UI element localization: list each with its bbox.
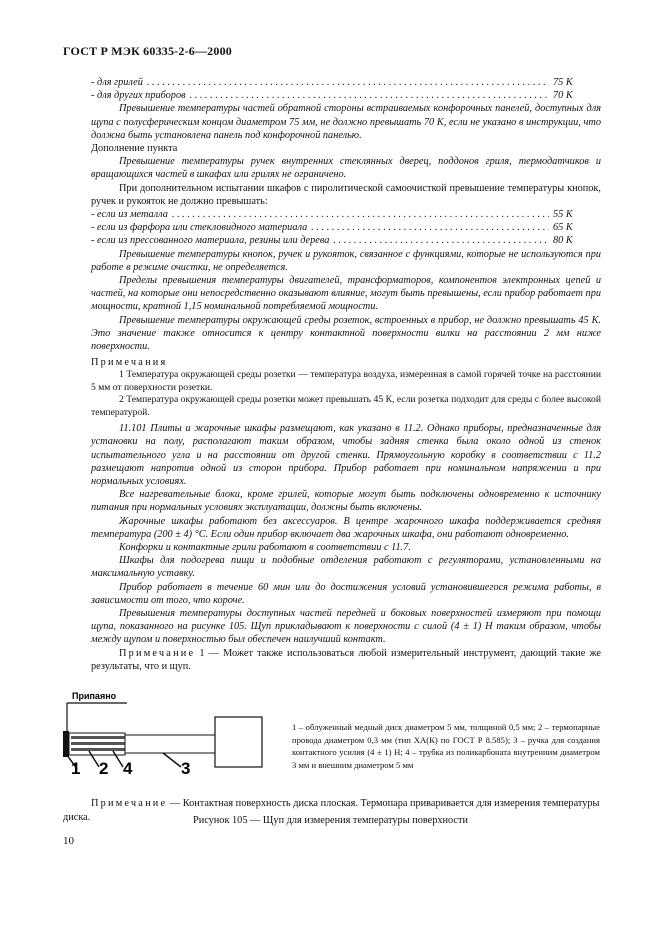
- list-item: [91, 76, 601, 89]
- probe-tube: [125, 735, 215, 753]
- figure-num-2: 2: [99, 759, 109, 777]
- paragraph-pyrolytic: При дополнительном испытании шкафов с пиролитической самоочисткой превышение температуры кнопок, ручек и рукояток не должно превышать:: [91, 182, 601, 207]
- note-2: 2 Температура окружающей среды розетки может превышать 45 К, если розетка подходит для среды с более высокой температурой.: [91, 394, 601, 418]
- figure-label-soldered: Припаяно: [72, 691, 117, 701]
- page-number: 10: [63, 835, 74, 847]
- addition-title: Дополнение пункта: [91, 143, 178, 155]
- item-label: - для других приборов: [91, 90, 186, 102]
- item-value: 80 К: [553, 235, 573, 247]
- note-1: 1 Температура окружающей среды розетки — температура воздуха, измеренная в самой горячей точке на расстоянии 5 мм от поверхности розетки.: [91, 369, 601, 393]
- item-label: - если из прессованного материала, резины или дерева: [91, 235, 330, 247]
- figure-num-4: 4: [123, 759, 133, 777]
- paragraph-hobs: Конфорки и контактные грили работают в соответствии с 11.7.: [119, 541, 411, 553]
- note-head: Примечание: [119, 647, 196, 659]
- paragraph-11-101: 11.101 Плиты и жарочные шкафы размещают, как указано в 11.2. Однако приборы, предназначенные для установки на полу, располагают таким образом, чтобы задняя стенка была около одной из стенок испытательного угла и на расстоянии от другой стенки. Прямоугольную коробку в соответствии с 11.2 размещают напротив одной из сторон прибора. Прибор работает при номинальном напряжении и при нормальных условиях.: [91, 423, 601, 487]
- thermocouple-wire: [71, 736, 125, 739]
- figure-num-3: 3: [181, 759, 191, 777]
- figure-caption: Рисунок 105 — Щуп для измерения температуры поверхности: [192, 815, 469, 826]
- thermocouple-wire: [71, 748, 125, 751]
- document-header: ГОСТ Р МЭК 60335-2-6—2000: [63, 44, 232, 58]
- list-item: [91, 208, 601, 221]
- list-item: [91, 221, 601, 234]
- note-text: — Контактная поверхность диска плоская. Термопара приваривается для измерения температуры диска.: [63, 798, 600, 823]
- item-value: 55 К: [553, 209, 573, 221]
- item-label: - если из фарфора или стекловидного материала: [91, 222, 308, 234]
- item-label: - если из металла: [91, 209, 168, 221]
- note-probe: [91, 647, 601, 673]
- paragraph-ovens: Жарочные шкафы работают без аксессуаров. В центре жарочного шкафа поддерживается средняя температура (200 ± 4) °С. Если один прибор включает два жарочных шкафа, они работают одновременно.: [91, 515, 601, 540]
- thermocouple-wire: [71, 742, 125, 745]
- figure-num-1: 1: [71, 759, 81, 777]
- list-item: [91, 89, 601, 102]
- paragraph-warming: Шкафы для подогрева пищи и подобные отделения работают с регуляторами, установленными на максимальную уставку.: [91, 555, 601, 580]
- paragraph-motors: Пределы превышения температуры двигателей, трансформаторов, компонентов электронных цепей и частей, на которые они непосредственно оказывают влияние, могут быть превышены, если прибор работает при мощности, кратной 1,15 номинальной потребляемой мощности.: [91, 275, 601, 313]
- paragraph-socket: Превышение температуры окружающей среды розеток, встроенных в прибор, не должно превышать 45 К. Это значение также относится к центру контактной поверхности вилки на расстоянии 2 мм ниже поверхности.: [91, 314, 601, 353]
- probe-handle: [215, 717, 262, 767]
- item-label: - для грилей: [91, 77, 143, 88]
- item-value: 65 К: [553, 222, 573, 234]
- note-text: 1 — Может также использоваться любой измерительный инструмент, дающий такие же результаты, что и щуп.: [91, 647, 601, 672]
- paragraph-knobs: Превышение температуры кнопок, ручек и рукояток, связанное с функциями, которые не используются при работе в режиме очистки, не определяется.: [91, 248, 601, 273]
- notes-title: Примечания: [91, 357, 168, 369]
- copper-disc: [63, 731, 69, 757]
- paragraph-probe: Превышения температуры доступных частей передней и боковых поверхностей измеряют при помощи щупа, показанного на рисунке 105. Щуп прикладывают к поверхности с силой (4 ± 1) Н таким образом, чтобы между щупом и поверхностью был обеспечен наилучший контакт.: [91, 607, 601, 646]
- document-body: [91, 76, 601, 673]
- item-value: 75 К: [553, 77, 573, 88]
- paragraph-60min: Прибор работает в течение 60 мин или до достижения условий установившегося режима работы, в зависимости от того, что короче.: [91, 581, 601, 606]
- figure-legend: 1 – облуженный медный диск диаметром 5 мм, толщиной 0,5 мм; 2 – термопарные провода диаметром 0,3 мм (тип ХА(К) по ГОСТ Р 8.585); 3 – ручка для создания контактного усилия (4 ± 1) Н; 4 – трубка из поликарбоната внутренним диаметром 3 мм и внешним диаметром 5 мм: [292, 722, 600, 770]
- paragraph-back-panels: Превышение температуры частей обратной стороны встраиваемых конфорочных панелей, доступных для щупа с полусферическим концом диаметром 75 мм, не должно превышать 70 К, если не указано в инструкции, что должна быть установлена панель под конфорочной панелью.: [91, 103, 601, 141]
- item-value: 70 К: [553, 90, 573, 102]
- paragraph-heaters: Все нагревательные блоки, кроме грилей, которые могут быть подключены одновременно к источнику питания при нормальных условиях эксплуатации, должны быть включены.: [91, 489, 601, 514]
- note-head: Примечание: [91, 798, 168, 810]
- list-item: [91, 234, 601, 247]
- paragraph-handles: Превышение температуры ручек внутренних стеклянных дверец, поддонов гриля, термодатчиков и вращающихся частей в шкафах или грилях не ограничено.: [91, 156, 601, 181]
